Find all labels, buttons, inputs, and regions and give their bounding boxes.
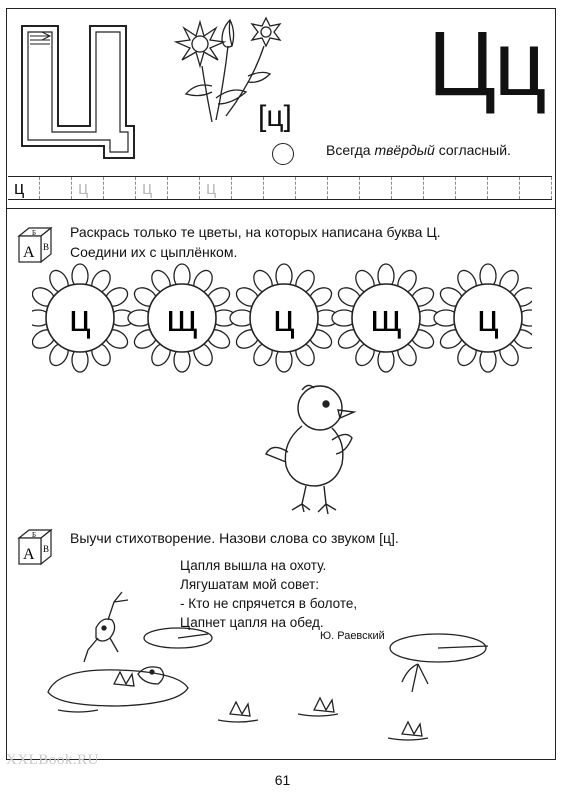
flowers-row bbox=[32, 260, 532, 380]
block-right-letter: В bbox=[43, 242, 50, 252]
block-top-letter: Б bbox=[32, 229, 37, 237]
flower[interactable] bbox=[332, 264, 440, 372]
flower[interactable] bbox=[230, 264, 338, 372]
sound-circle-icon bbox=[272, 143, 294, 165]
task2-instruction: Выучи стихотворение. Назови слова со звуком [ц]. bbox=[70, 530, 399, 546]
writing-cell bbox=[296, 177, 328, 199]
phoneme-label: [ц] bbox=[258, 100, 292, 133]
consonant-note bbox=[326, 142, 511, 158]
writing-cell bbox=[392, 177, 424, 199]
writing-cell bbox=[488, 177, 520, 199]
poem-line: - Кто не спрячется в болоте, bbox=[180, 596, 358, 611]
writing-cell bbox=[200, 177, 232, 199]
flower-letter: ц bbox=[69, 298, 91, 340]
writing-cell bbox=[72, 177, 104, 199]
writing-cell-letter: ц bbox=[142, 178, 153, 198]
pond-scene-icon bbox=[18, 588, 498, 748]
writing-strip bbox=[8, 176, 552, 200]
writing-cell bbox=[232, 177, 264, 199]
abc-block-icon-2 bbox=[17, 528, 53, 568]
writing-cell bbox=[40, 177, 72, 199]
flower[interactable] bbox=[434, 264, 532, 372]
page-number: 61 bbox=[274, 772, 291, 788]
writing-cell bbox=[168, 177, 200, 199]
block-left-letter: А bbox=[23, 244, 35, 261]
writing-cell bbox=[136, 177, 168, 199]
watermark: XXLBook.RU bbox=[6, 752, 99, 768]
writing-cell-letter: ц bbox=[14, 178, 25, 198]
writing-cell bbox=[520, 177, 552, 199]
poem-line: Лягушатам мой совет: bbox=[180, 577, 319, 592]
consonant-suffix: согласный. bbox=[434, 142, 511, 158]
outline-letter-ts-icon bbox=[18, 22, 136, 160]
writing-cell-letter: ц bbox=[78, 178, 89, 198]
block2-top-letter: Б bbox=[32, 531, 37, 539]
task1-line2: Соедини их с цыплёнком. bbox=[70, 244, 238, 260]
chick-illustration-icon bbox=[262, 382, 362, 518]
poem-line: Цапля вышла на охоту. bbox=[180, 558, 327, 573]
writing-cell-letter: ц bbox=[206, 178, 217, 198]
writing-cell bbox=[104, 177, 136, 199]
flower-letter: щ bbox=[166, 298, 198, 340]
letter-pair-heading: Цц bbox=[428, 13, 545, 115]
flowers-svg bbox=[32, 260, 532, 380]
flower-letter: щ bbox=[370, 298, 402, 340]
block2-left-letter: А bbox=[23, 546, 35, 563]
task1-line1: Раскрась только те цветы, на которых написана буква Ц. bbox=[70, 224, 441, 240]
flower-letter: ц bbox=[273, 298, 295, 340]
poem-line: Цапнет цапля на обед. bbox=[180, 615, 324, 630]
writing-cell bbox=[424, 177, 456, 199]
block2-right-letter: В bbox=[43, 544, 50, 554]
writing-cell bbox=[328, 177, 360, 199]
section-divider bbox=[6, 208, 556, 209]
consonant-prefix: Всегда bbox=[326, 142, 375, 158]
poem-author: Ю. Раевский bbox=[320, 630, 385, 642]
flower[interactable] bbox=[128, 264, 236, 372]
consonant-emphasis: твёрдый bbox=[374, 142, 435, 158]
writing-cell bbox=[8, 177, 40, 199]
flower[interactable] bbox=[32, 264, 134, 372]
writing-cell bbox=[456, 177, 488, 199]
writing-cell bbox=[360, 177, 392, 199]
flower-letter: ц bbox=[477, 298, 499, 340]
writing-cell bbox=[264, 177, 296, 199]
